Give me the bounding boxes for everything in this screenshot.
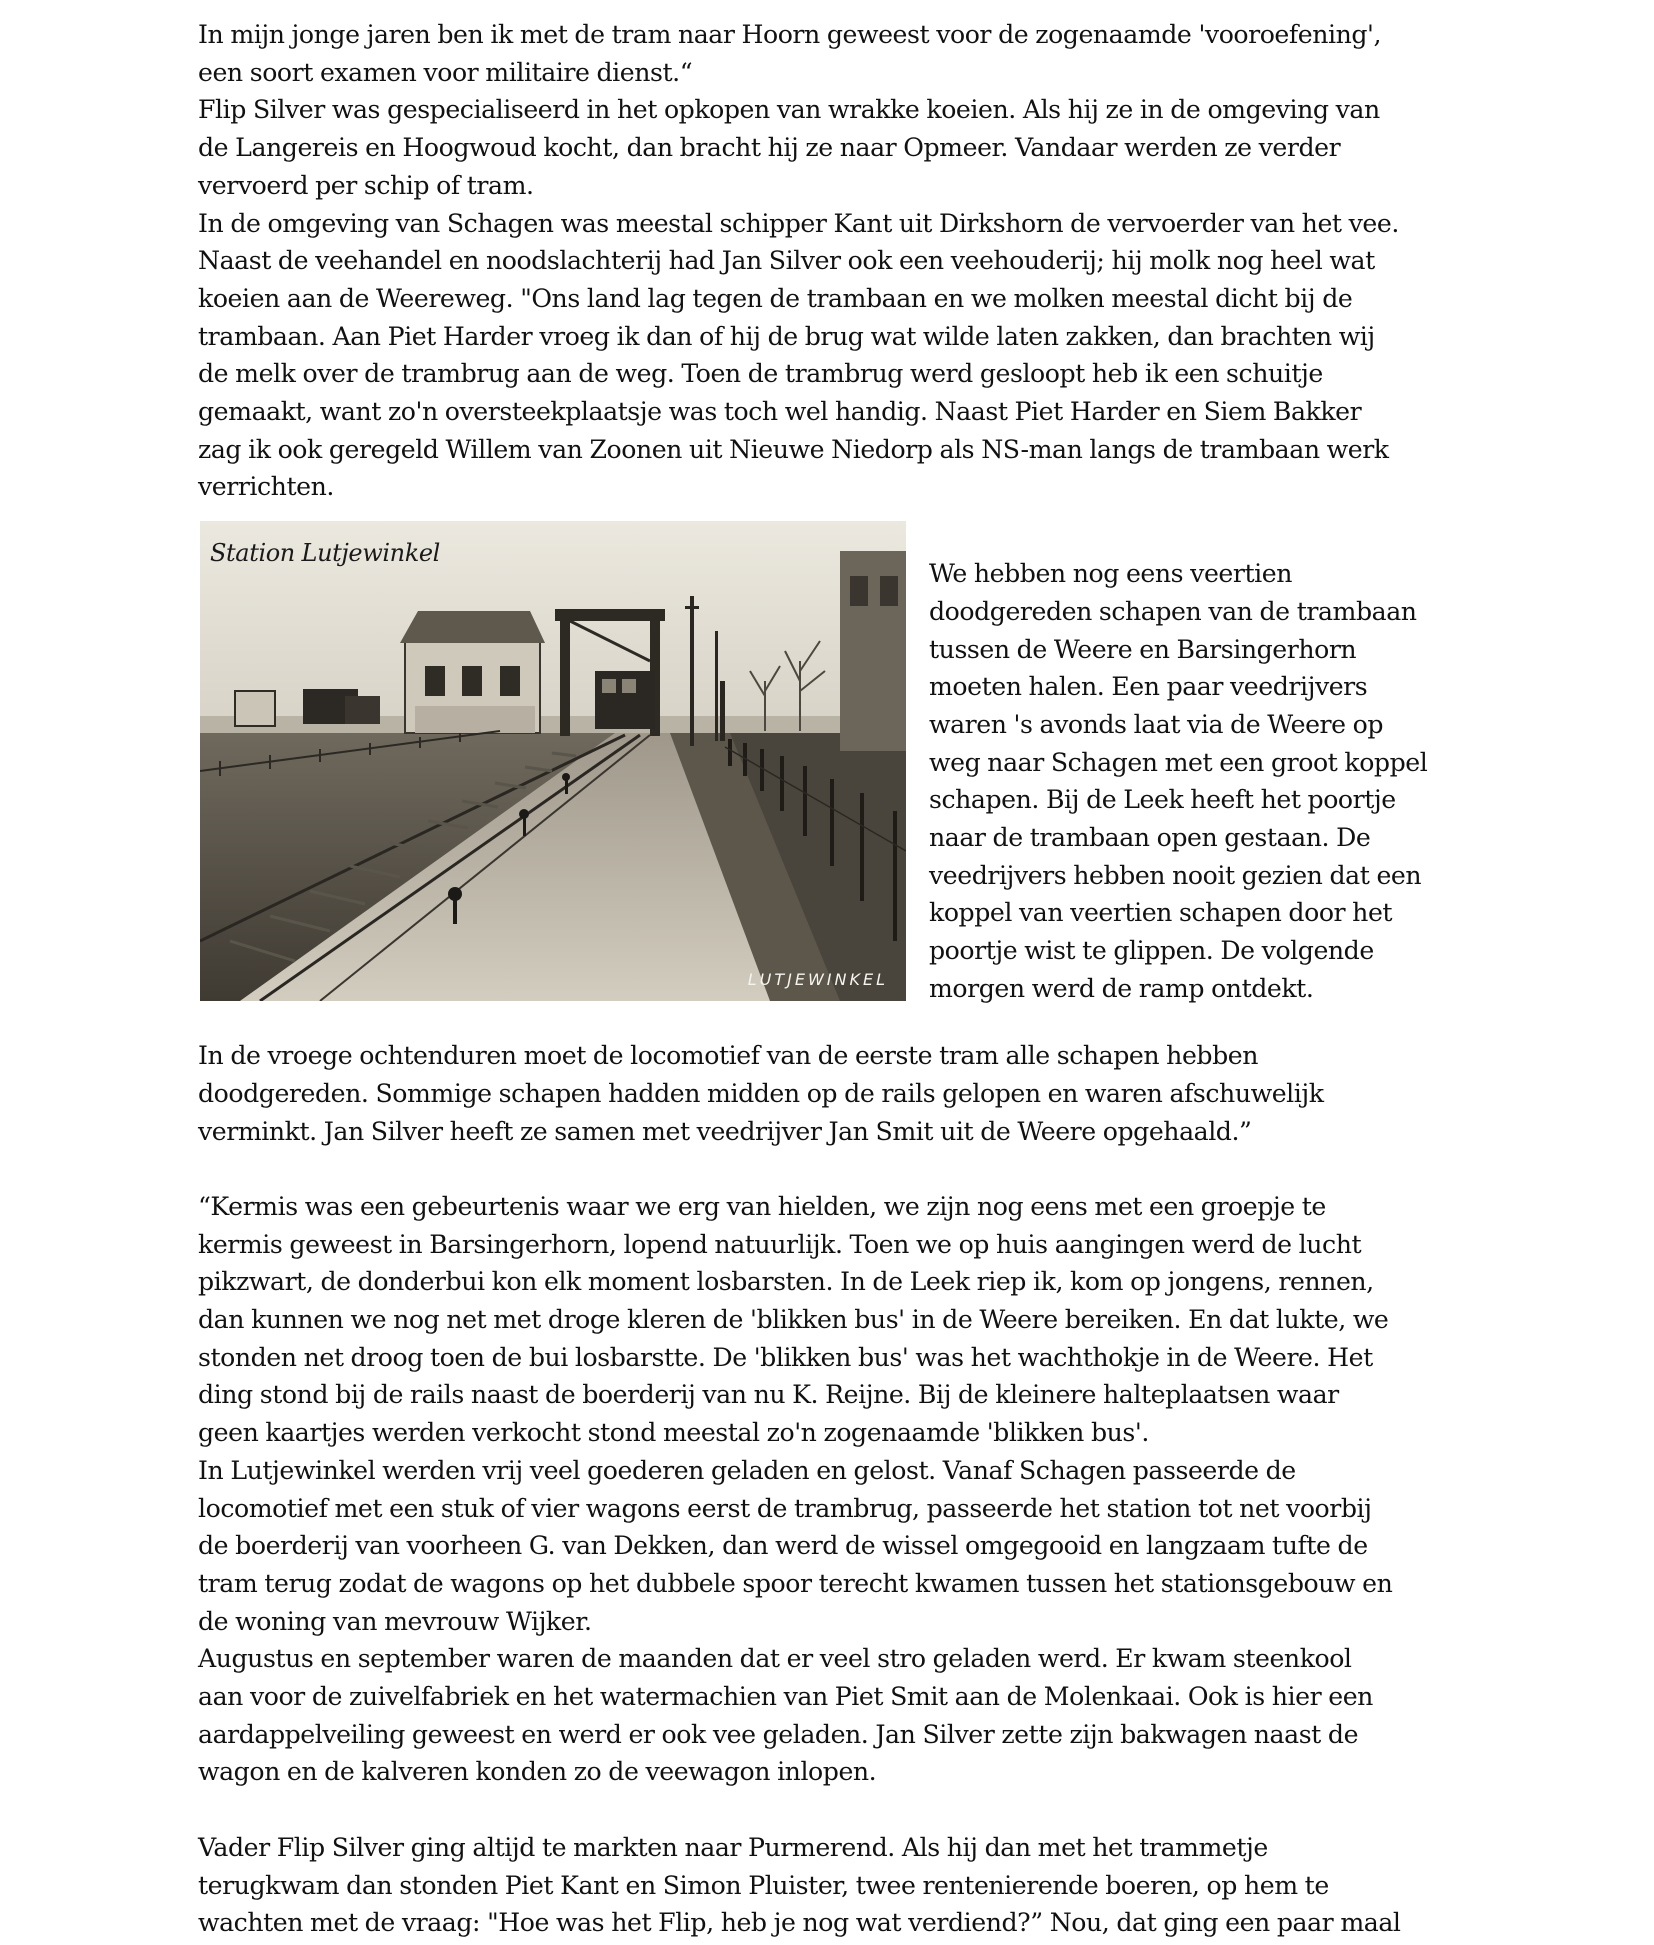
paragraph-kermis <box>198 1188 1468 1791</box>
text-line: pikzwart, de donderbui kon elk moment losbarsten. In de Leek riep ik, kom op jongens, rennen, <box>198 1267 1374 1297</box>
paragraph-spacer <box>198 1791 1468 1829</box>
text-line: de melk over de trambrug aan de weg. Toen de trambrug werd gesloopt heb ik een schuitje <box>198 359 1323 389</box>
text-line: locomotief met een stuk of vier wagons eerst de trambrug, passeerde het station tot net voorbij <box>198 1493 1372 1523</box>
photo-section <box>198 506 1468 1037</box>
text-line: de Langereis en Hoogwoud kocht, dan bracht hij ze naar Opmeer. Vandaar werden ze verder <box>198 133 1341 163</box>
paragraph-final <box>198 1829 1468 1942</box>
text-line: koppel van veertien schapen door het <box>929 898 1393 928</box>
text-line: verrichten. <box>198 472 334 502</box>
text-line: In de omgeving van Schagen was meestal schipper Kant uit Dirkshorn de vervoerder van het vee. <box>198 208 1399 238</box>
text-line: Augustus en september waren de maanden dat er veel stro geladen werd. Er kwam steenkool <box>198 1644 1352 1674</box>
text-line: Flip Silver was gespecialiseerd in het opkopen van wrakke koeien. Als hij ze in de omgeving van <box>198 95 1380 125</box>
photo-stamp: LUTJEWINKEL <box>747 970 888 990</box>
station-lutjewinkel-photo <box>200 521 906 1001</box>
photo-illustration <box>200 521 906 1001</box>
text-line: kermis geweest in Barsingerhorn, lopend natuurlijk. Toen we op huis aangingen werd de lucht <box>198 1229 1362 1259</box>
document-page <box>198 16 1468 1942</box>
text-line: dan kunnen we nog net met droge kleren de 'blikken bus' in de Weere bereiken. En dat lukte, we <box>198 1305 1389 1335</box>
text-line: schapen. Bij de Leek heeft het poortje <box>929 785 1396 815</box>
text-line: In Lutjewinkel werden vrij veel goederen geladen en gelost. Vanaf Schagen passeerde de <box>198 1455 1296 1485</box>
text-line: gemaakt, want zo'n oversteekplaatsje was toch wel handig. Naast Piet Harder en Siem Bakker <box>198 397 1362 427</box>
text-line: In de vroege ochtenduren moet de locomotief van de eerste tram alle schapen hebben <box>198 1041 1258 1071</box>
text-line: de boerderij van voorheen G. van Dekken, dan werd de wissel omgegooid en langzaam tufte de <box>198 1531 1368 1561</box>
text-line: wagon en de kalveren konden zo de veewagon inlopen. <box>198 1757 877 1787</box>
text-line: trambaan. Aan Piet Harder vroeg ik dan of hij de brug wat wilde laten zakken, dan brachten wij <box>198 321 1375 351</box>
text-line: Vader Flip Silver ging altijd te markten naar Purmerend. Als hij dan met het trammetje <box>198 1832 1268 1862</box>
text-line: stonden net droog toen de bui losbarstte. De 'blikken bus' was het wachthokje in de Weere. Het <box>198 1342 1373 1372</box>
paragraph-beside-photo <box>929 555 1489 1007</box>
text-line: tussen de Weere en Barsingerhorn <box>929 634 1357 664</box>
text-line: zag ik ook geregeld Willem van Zoonen uit Nieuwe Niedorp als NS-man langs de trambaan werk <box>198 434 1389 464</box>
text-line: veedrijvers hebben nooit gezien dat een <box>929 860 1422 890</box>
text-line: “Kermis was een gebeurtenis waar we erg van hielden, we zijn nog eens met een groepje te <box>198 1191 1326 1221</box>
text-line: wachten met de vraag: "Hoe was het Flip, heb je nog wat verdiend?” Nou, dat ging een paar maal <box>198 1908 1401 1938</box>
text-line: doodgereden schapen van de trambaan <box>929 596 1417 626</box>
text-line: koeien aan de Weereweg. "Ons land lag tegen de trambaan en we molken meestal dicht bij de <box>198 283 1353 313</box>
photo-caption: Station Lutjewinkel <box>210 539 440 568</box>
text-line: de woning van mevrouw Wijker. <box>198 1606 592 1636</box>
text-line: waren 's avonds laat via de Weere op <box>929 709 1384 739</box>
text-line: een soort examen voor militaire dienst.“ <box>198 57 693 87</box>
text-line: naar de trambaan open gestaan. De <box>929 823 1371 853</box>
text-line: geen kaartjes werden verkocht stond meestal zo'n zogenaamde 'blikken bus'. <box>198 1418 1149 1448</box>
text-line: moeten halen. Een paar veedrijvers <box>929 672 1368 702</box>
text-line: weg naar Schagen met een groot koppel <box>929 747 1428 777</box>
paragraph-after-photo <box>198 1037 1468 1150</box>
text-line: aardappelveiling geweest en werd er ook vee geladen. Jan Silver zette zijn bakwagen naast de <box>198 1719 1359 1749</box>
text-line: tram terug zodat de wagons op het dubbele spoor terecht kwamen tussen het stationsgebouw en <box>198 1568 1393 1598</box>
text-line: doodgereden. Sommige schapen hadden midden op de rails gelopen en waren afschuwelijk <box>198 1078 1324 1108</box>
text-line: vervoerd per schip of tram. <box>198 170 534 200</box>
text-line: morgen werd de ramp ontdekt. <box>929 973 1314 1003</box>
text-line: terugkwam dan stonden Piet Kant en Simon Pluister, twee rentenierende boeren, op hem te <box>198 1870 1329 1900</box>
text-line: In mijn jonge jaren ben ik met de tram naar Hoorn geweest voor de zogenaamde 'vooroefening', <box>198 20 1382 49</box>
paragraph-intro <box>198 16 1468 506</box>
text-line: aan voor de zuivelfabriek en het watermachien van Piet Smit aan de Molenkaai. Ook is hier een <box>198 1682 1373 1712</box>
text-line: poortje wist te glippen. De volgende <box>929 936 1374 966</box>
text-line: We hebben nog eens veertien <box>929 559 1292 589</box>
text-line: Naast de veehandel en noodslachterij had Jan Silver ook een veehouderij; hij molk nog heel wat <box>198 246 1375 276</box>
text-line: ding stond bij de rails naast de boerderij van nu K. Reijne. Bij de kleinere halteplaatsen waar <box>198 1380 1339 1410</box>
paragraph-spacer <box>198 1150 1468 1188</box>
text-line: verminkt. Jan Silver heeft ze samen met veedrijver Jan Smit uit de Weere opgehaald.” <box>198 1116 1252 1146</box>
